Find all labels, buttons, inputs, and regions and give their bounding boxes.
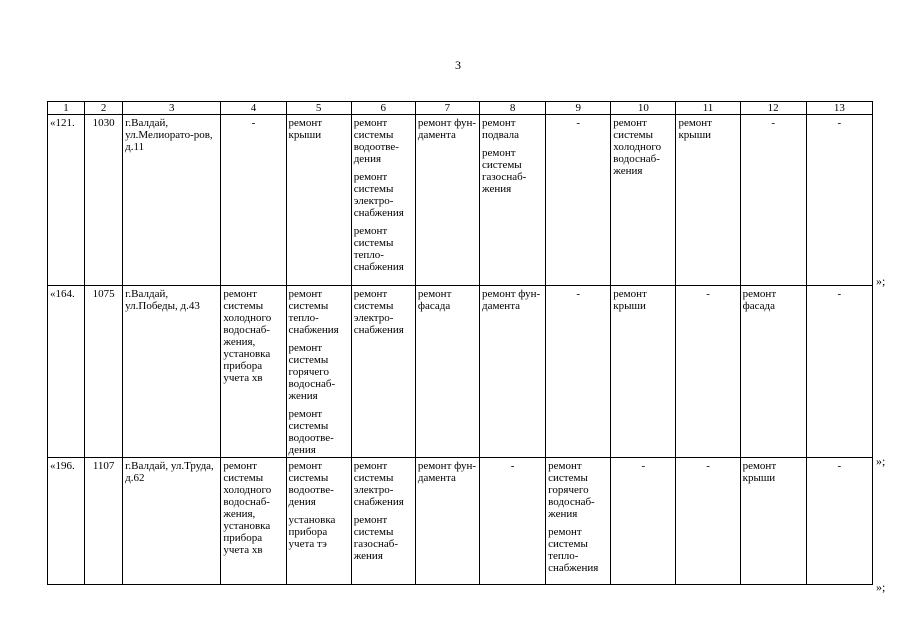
cell-text: ремонт системы холодного водоснаб-жения, установка прибора учета хв <box>223 288 272 384</box>
column-header: 8 <box>479 102 545 115</box>
cell-text: ремонт системы тепло-снабжения <box>288 288 339 336</box>
column-header: 12 <box>740 102 806 115</box>
table-cell <box>415 115 479 286</box>
table-row <box>48 458 873 585</box>
cell-text: ремонт системы водоотве-дения <box>288 408 334 456</box>
table-cell <box>351 286 415 458</box>
cell-text: - <box>576 288 581 300</box>
cell-text: ремонт системы электро-снабжения <box>353 460 404 508</box>
table-cell <box>48 115 85 286</box>
table-cell <box>85 458 123 585</box>
table-cell <box>48 286 85 458</box>
row-end-mark: »; <box>876 454 886 468</box>
cell-text: ремонт системы водоотве-дения <box>288 460 334 508</box>
column-header: 9 <box>546 102 611 115</box>
table-cell <box>611 115 676 286</box>
table-cell <box>676 115 740 286</box>
cell-text: «121. <box>50 117 75 129</box>
table-cell <box>479 115 545 286</box>
table-cell <box>676 286 740 458</box>
table-cell <box>123 286 221 458</box>
cell-text: «164. <box>50 288 75 300</box>
cell-text: - <box>837 117 842 129</box>
cell-text: - <box>771 117 775 129</box>
cell-text: ремонт системы электро-снабжения <box>353 288 404 336</box>
cell-text: ремонт системы горячего водоснаб-жения <box>288 342 336 402</box>
table-cell <box>286 286 351 458</box>
cell-text: ремонт фун-дамента <box>481 288 541 312</box>
cell-text: ремонт фун-дамента <box>417 117 477 141</box>
table-cell <box>479 458 545 585</box>
row-end-mark: »; <box>876 580 886 594</box>
table-cell <box>415 458 479 585</box>
column-header: 5 <box>286 102 351 115</box>
cell-text: - <box>837 288 842 300</box>
table-cell <box>85 286 123 458</box>
cell-text: ремонт системы тепло-снабжения <box>548 526 599 574</box>
cell-text: установка прибора учета тэ <box>288 514 336 550</box>
table-cell <box>123 115 221 286</box>
cell-text: ремонт системы холодного водоснаб-жения <box>613 117 662 177</box>
cell-text: - <box>706 288 710 300</box>
table-cell <box>806 115 872 286</box>
table-cell <box>611 458 676 585</box>
table-cell <box>806 458 872 585</box>
table-cell <box>546 115 611 286</box>
cell-text: «196. <box>50 460 75 472</box>
table-cell <box>740 115 806 286</box>
column-header: 13 <box>806 102 872 115</box>
cell-text: ремонт системы газоснаб-жения <box>353 514 399 562</box>
cell-text: 1030 <box>92 117 115 129</box>
column-header: 3 <box>123 102 221 115</box>
table-row <box>48 286 873 458</box>
column-header: 1 <box>48 102 85 115</box>
cell-text: ремонт подвала <box>481 117 520 141</box>
table-cell <box>806 286 872 458</box>
column-number-row <box>48 102 873 115</box>
cell-text: - <box>251 117 256 129</box>
cell-text: ремонт системы водоотве-дения <box>353 117 399 165</box>
cell-text: ремонт системы тепло-снабжения <box>353 225 404 273</box>
cell-text: - <box>510 460 515 472</box>
table-cell <box>286 115 351 286</box>
cell-text: - <box>576 117 581 129</box>
cell-text: 1107 <box>92 460 115 472</box>
cell-text: г.Валдай, ул.Победы, д.43 <box>125 288 200 312</box>
table-cell <box>85 115 123 286</box>
column-header: 11 <box>676 102 740 115</box>
table-cell <box>546 458 611 585</box>
cell-text: ремонт крыши <box>288 117 323 141</box>
table-cell <box>740 286 806 458</box>
table-cell <box>351 458 415 585</box>
cell-text: ремонт фасада <box>417 288 452 312</box>
repair-schedule-table <box>47 101 873 585</box>
cell-text: 1075 <box>92 288 115 300</box>
table-cell <box>740 458 806 585</box>
cell-text: ремонт крыши <box>678 117 712 141</box>
table-cell <box>221 458 286 585</box>
table-cell <box>611 286 676 458</box>
page-number: 3 <box>455 58 461 72</box>
cell-text: ремонт системы холодного водоснаб-жения, установка прибора учета хв <box>223 460 272 556</box>
cell-text: г.Валдай, ул.Труда, д.62 <box>125 460 214 484</box>
column-header: 2 <box>85 102 123 115</box>
column-header: 10 <box>611 102 676 115</box>
table-cell <box>415 286 479 458</box>
cell-text: ремонт системы электро-снабжения <box>353 171 404 219</box>
column-header: 7 <box>415 102 479 115</box>
table-cell <box>286 458 351 585</box>
cell-text: г.Валдай, ул.Мелиорато-ров, д.11 <box>125 117 213 153</box>
table-cell <box>676 458 740 585</box>
cell-text: ремонт фун-дамента <box>417 460 477 484</box>
cell-text: ремонт крыши <box>742 460 777 484</box>
table-cell <box>123 458 221 585</box>
table-cell <box>221 286 286 458</box>
table-row <box>48 115 873 286</box>
cell-text: ремонт системы газоснаб-жения <box>481 147 527 195</box>
cell-text: ремонт фасада <box>742 288 777 312</box>
column-header: 4 <box>221 102 286 115</box>
cell-text: ремонт крыши <box>613 288 647 312</box>
cell-text: - <box>641 460 646 472</box>
table-cell <box>351 115 415 286</box>
table-cell <box>221 115 286 286</box>
cell-text: - <box>837 460 842 472</box>
table-cell <box>546 286 611 458</box>
table-cell <box>48 458 85 585</box>
cell-text: - <box>706 460 710 472</box>
cell-text: ремонт системы горячего водоснаб-жения <box>548 460 595 520</box>
table-cell <box>479 286 545 458</box>
row-end-mark: »; <box>876 274 886 288</box>
column-header: 6 <box>351 102 415 115</box>
